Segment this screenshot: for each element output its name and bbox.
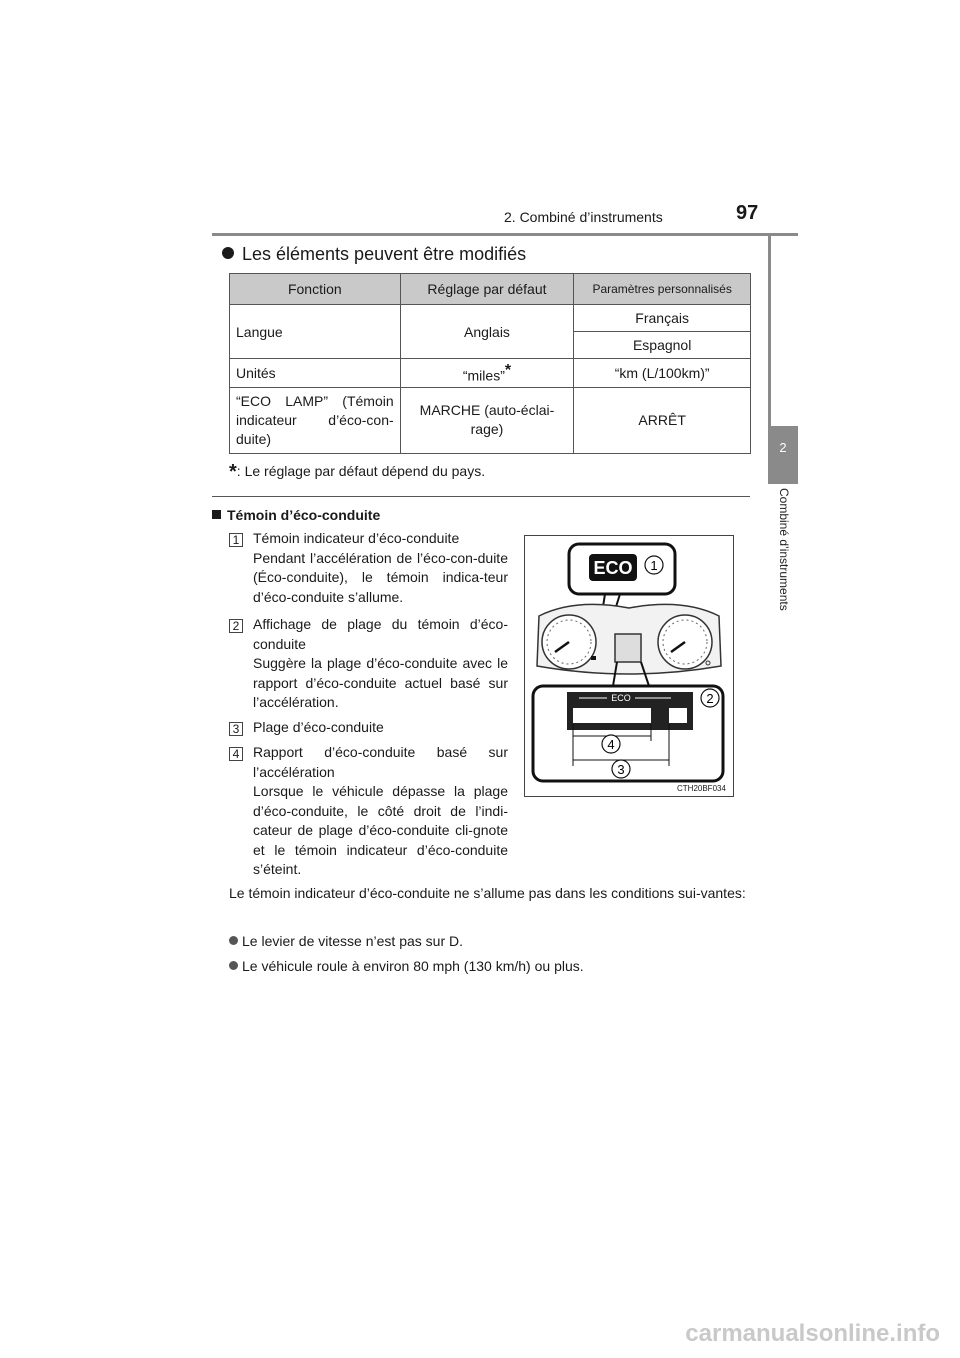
table-cell: MARCHE (auto-éclai-rage)	[400, 387, 574, 453]
table-row	[230, 387, 751, 453]
item-title: Affichage de plage du témoin d’éco-conduite	[253, 616, 508, 652]
table-cell: Unités	[230, 359, 401, 388]
list-item	[253, 743, 508, 880]
item-title: Plage d’éco-conduite	[253, 719, 384, 735]
table-cell: Espagnol	[574, 332, 751, 359]
item-text: Suggère la plage d’éco-conduite avec le rapport d’éco-conduite actuel basé sur l’accélération.	[253, 655, 508, 710]
table-cell: Langue	[230, 305, 401, 359]
body-paragraph: Le témoin indicateur d’éco-conduite ne s’allume pas dans les conditions sui-vantes:	[229, 885, 746, 901]
page-number: 97	[736, 202, 759, 224]
bullet-text: Le levier de vitesse n’est pas sur D.	[242, 933, 463, 949]
item-text: Pendant l’accélération de l’éco-con-duite (Éco-conduite), le témoin indica-teur d’éco-conduite s’allume.	[253, 549, 508, 605]
side-tab	[768, 426, 798, 484]
callout-1-label: 1	[650, 558, 658, 573]
section-heading	[222, 244, 526, 265]
subheading	[212, 507, 380, 523]
list-item	[253, 718, 508, 738]
table-cell: “ECO LAMP” (Témoin indicateur d’éco-con-duite)	[230, 387, 401, 453]
table-cell: Anglais	[400, 305, 574, 359]
running-header-section: 2. Combiné d’instruments	[504, 209, 663, 225]
bullet-text: Le véhicule roule à environ 80 mph (130 km/h) ou plus.	[242, 958, 584, 974]
bullet-icon	[229, 961, 238, 970]
item-number: 2	[229, 619, 243, 633]
eco-indicator-figure	[524, 535, 734, 797]
default-value: “miles”	[462, 367, 505, 384]
bullet-icon	[229, 936, 238, 945]
section-divider	[212, 496, 750, 497]
side-tab-number: 2	[779, 440, 787, 455]
table-header: Fonction	[230, 274, 401, 305]
table-cell: ARRÊT	[574, 387, 751, 453]
list-item	[253, 615, 508, 713]
footnote-mark: *	[504, 362, 512, 379]
header-rule	[212, 233, 798, 236]
item-number: 3	[229, 722, 243, 736]
table-cell: Français	[574, 305, 751, 332]
table-cell: “km (L/100km)”	[574, 359, 751, 388]
instrument-cluster-illustration	[525, 536, 733, 796]
callout-4-label: 4	[607, 737, 615, 752]
settings-table	[229, 273, 751, 454]
item-text: Lorsque le véhicule dépasse la plage d’éco-conduite, le côté droit de l’indi-cateur de plage d’éco-conduite cli-gnote et le témoin indicateur d’éco-conduite s’éteint.	[253, 783, 508, 877]
footnote	[229, 461, 485, 484]
table-row	[230, 359, 751, 388]
square-bullet-icon	[212, 510, 221, 519]
section-heading-text: Les éléments peuvent être modifiés	[242, 244, 527, 264]
item-number: 1	[229, 533, 243, 547]
footnote-text: : Le réglage par défaut dépend du pays.	[236, 463, 486, 479]
table-cell	[400, 359, 574, 388]
table-header: Réglage par défaut	[400, 274, 574, 305]
figure-code: CTH20BF034	[677, 784, 726, 793]
bullet-icon	[222, 247, 234, 259]
list-item	[253, 529, 508, 607]
eco-bar-label: ECO	[611, 693, 631, 703]
table-header: Paramètres personnalisés	[574, 274, 751, 305]
table-row	[230, 305, 751, 332]
item-title: Rapport d’éco-conduite basé sur l’accélération	[253, 744, 508, 780]
side-tab-label: Combiné d’instruments	[777, 488, 791, 611]
list-item	[229, 958, 584, 974]
item-title: Témoin indicateur d’éco-conduite	[253, 530, 460, 546]
subheading-text: Témoin d’éco-conduite	[227, 507, 381, 523]
eco-lamp-label: ECO	[593, 558, 633, 578]
side-tab-line	[768, 236, 771, 426]
callout-2-label: 2	[706, 691, 714, 706]
table-header-row	[230, 274, 751, 305]
item-number: 4	[229, 747, 243, 761]
list-item	[229, 933, 463, 949]
footnote-mark: *	[229, 461, 237, 483]
watermark: carmanualsonline.info	[685, 1320, 940, 1347]
callout-3-label: 3	[617, 762, 625, 777]
